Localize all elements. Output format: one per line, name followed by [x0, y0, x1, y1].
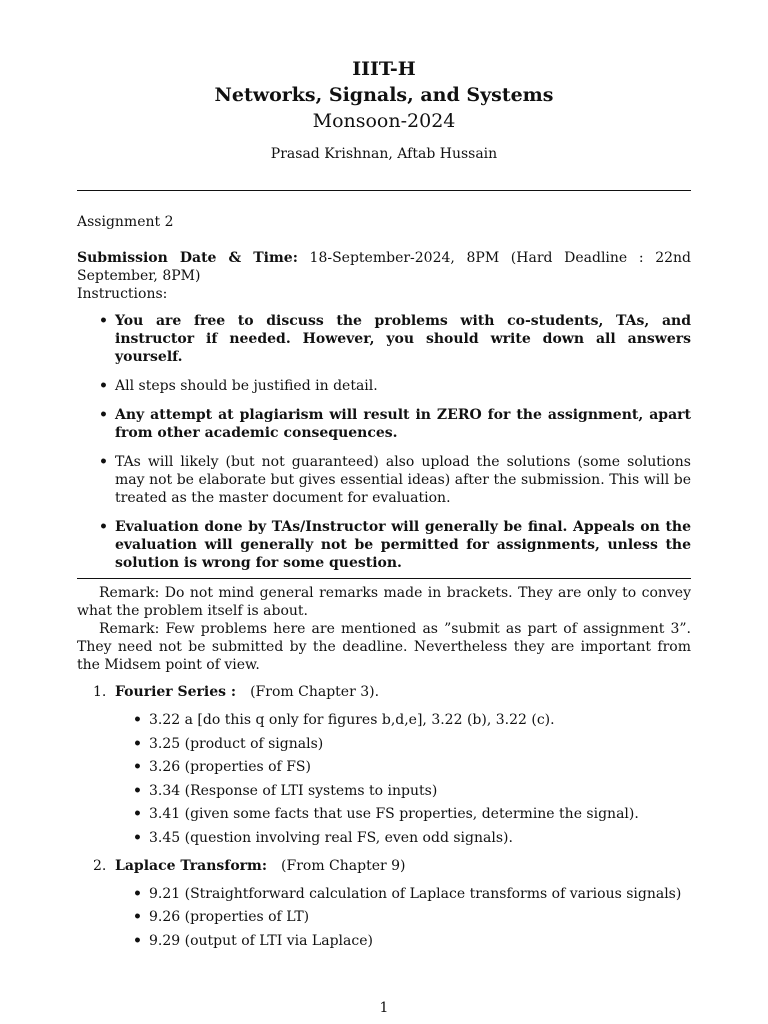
- instruction-text: TAs will likely (but not guaranteed) also upload the solutions (some solutions may not be elaborate but gives essential ideas) after the submission. This will be treated as the master document for evaluation.: [115, 454, 691, 506]
- instructions-label: Instructions:: [77, 286, 168, 302]
- problem-subitem: [133, 711, 691, 729]
- problem-source: (From Chapter 3).: [250, 684, 380, 700]
- problem-subitem: [133, 735, 691, 753]
- problem-subitem: [133, 932, 691, 950]
- subitem-text: 3.41 (given some facts that use FS properties, determine the signal).: [149, 806, 639, 822]
- subitem-text: 9.26 (properties of LT): [149, 909, 310, 925]
- instructions-list: [77, 312, 691, 583]
- term-label: Monsoon-2024: [312, 110, 456, 132]
- authors: Prasad Krishnan, Aftab Hussain: [270, 146, 498, 162]
- course-title: Networks, Signals, and Systems: [214, 84, 554, 106]
- page-number: 1: [379, 1000, 389, 1016]
- bullet-icon: •: [133, 885, 142, 902]
- instruction-item: [77, 377, 691, 395]
- problem-subitem: [133, 805, 691, 823]
- problem-list: [77, 683, 691, 960]
- bullet-icon: •: [133, 806, 142, 822]
- problem-item: [77, 683, 691, 847]
- problem-number: 2.: [93, 857, 107, 874]
- remark-1: Remark: Do not mind general remarks made in brackets. They are only to convey what the problem itself is about.: [77, 585, 691, 619]
- bullet-icon: •: [99, 407, 108, 423]
- remarks: [77, 584, 691, 674]
- problem-subitem: [133, 782, 691, 800]
- problem-subitems: [115, 711, 691, 847]
- problem-item: [77, 857, 691, 950]
- subitem-text: 3.22 a [do this q only for figures b,d,e], 3.22 (b), 3.22 (c).: [149, 712, 555, 728]
- bullet-icon: •: [99, 313, 108, 329]
- problem-subitems: [115, 885, 691, 950]
- institute-name: IIIT-H: [352, 58, 416, 80]
- bullet-icon: •: [133, 782, 142, 799]
- submission-label: Submission Date & Time:: [77, 250, 298, 266]
- problem-title: Fourier Series :: [115, 684, 237, 700]
- problem-title: Laplace Transform:: [115, 857, 268, 874]
- bullet-icon: •: [133, 759, 142, 775]
- header-divider: [77, 190, 691, 191]
- bullet-icon: •: [133, 932, 142, 949]
- instruction-item: [77, 518, 691, 572]
- instruction-text: Evaluation done by TAs/Instructor will generally be final. Appeals on the evaluation will generally not be permitted for assignments, unless the solution is wrong for some question.: [115, 519, 691, 571]
- problem-subitem: [133, 829, 691, 847]
- problem-subitem: [133, 885, 691, 903]
- subitem-text: 3.26 (properties of FS): [149, 759, 311, 775]
- bullet-icon: •: [99, 454, 108, 470]
- bullet-icon: •: [133, 712, 142, 728]
- instruction-text: Any attempt at plagiarism will result in ZERO for the assignment, apart from other academic consequences.: [115, 407, 691, 441]
- subitem-text: 3.25 (product of signals): [149, 735, 324, 752]
- submission-line: [77, 249, 691, 285]
- subitem-text: 3.45 (question involving real FS, even odd signals).: [149, 829, 513, 846]
- problem-subitem: [133, 908, 691, 926]
- submission-value: 18-September-2024, 8PM (Hard Deadline : 22nd September, 8PM): [77, 250, 692, 284]
- subitem-text: 9.29 (output of LTI via Laplace): [149, 932, 373, 949]
- instruction-item: [77, 406, 691, 442]
- problem-source: (From Chapter 9): [281, 857, 406, 874]
- instruction-text: You are free to discuss the problems with co-students, TAs, and instructor if needed. However, you should write down all answers yourself.: [115, 313, 691, 365]
- bullet-icon: •: [133, 735, 142, 752]
- instruction-item: [77, 312, 691, 366]
- subitem-text: 9.21 (Straightforward calculation of Laplace transforms of various signals): [149, 885, 682, 902]
- problem-number: 1.: [93, 684, 107, 700]
- section-divider: [77, 578, 691, 579]
- problem-subitem: [133, 758, 691, 776]
- bullet-icon: •: [99, 378, 108, 394]
- instruction-item: [77, 453, 691, 507]
- instruction-text: All steps should be justified in detail.: [115, 378, 378, 394]
- remark-2: Remark: Few problems here are mentioned as ”submit as part of assignment 3”. They need not be submitted by the deadline. Nevertheless they are important from the Midsem point of view.: [77, 621, 691, 673]
- bullet-icon: •: [133, 909, 142, 925]
- assignment-title: Assignment 2: [77, 214, 174, 230]
- subitem-text: 3.34 (Response of LTI systems to inputs): [149, 782, 438, 799]
- bullet-icon: •: [99, 519, 108, 535]
- bullet-icon: •: [133, 829, 142, 846]
